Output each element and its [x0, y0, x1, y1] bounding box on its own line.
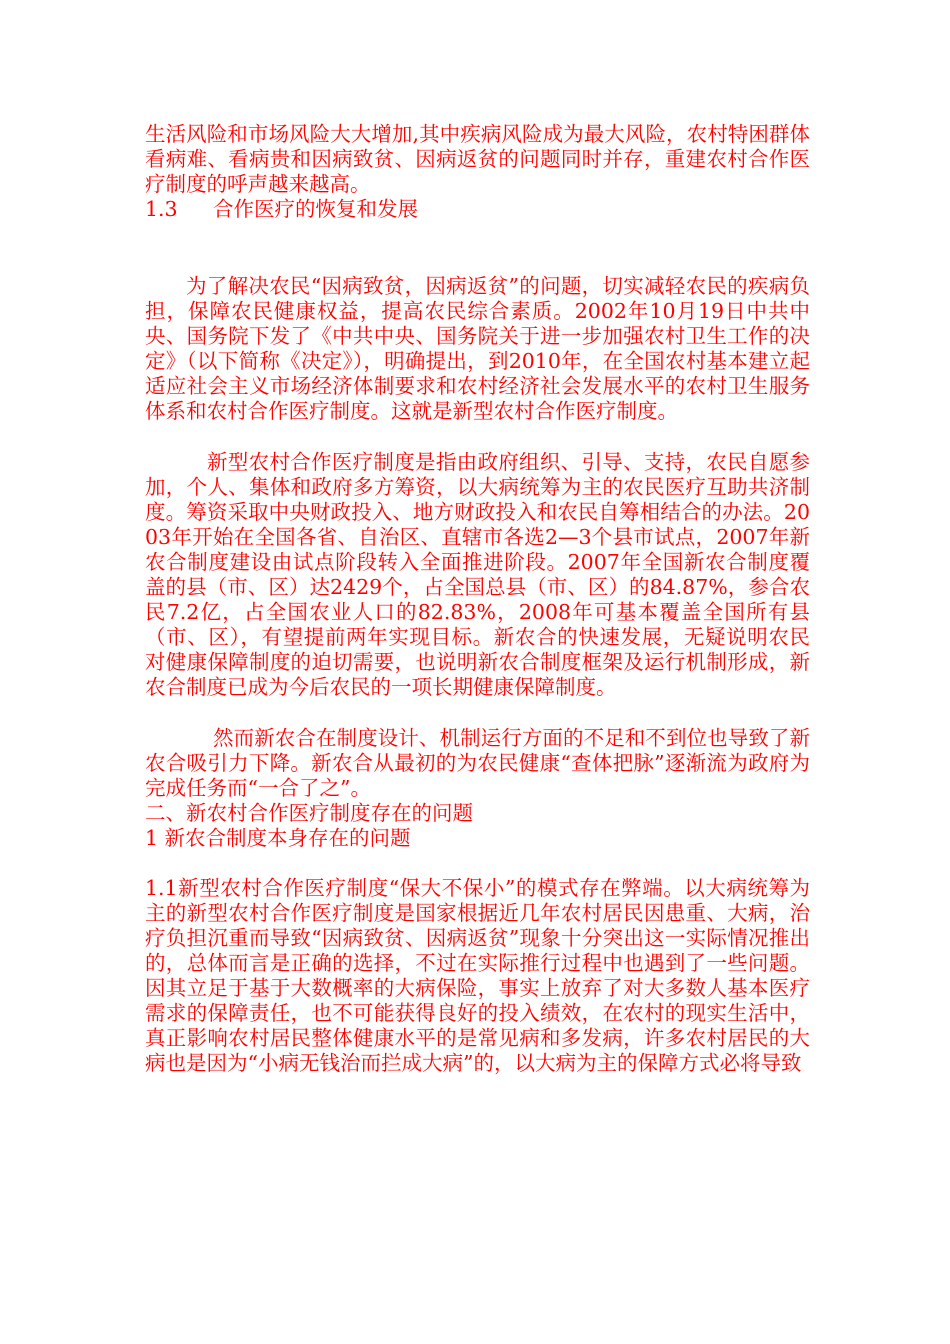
section-title: 合作医疗的恢复和发展 — [213, 197, 418, 221]
chapter-heading-2: 二、新农村合作医疗制度存在的问题 — [145, 801, 473, 825]
section-heading-1-3 — [145, 197, 810, 222]
paragraph-1-1: 1.1新型农村合作医疗制度“保大不保小”的模式存在弊端。以大病统筹为主的新型农村合作医疗制度是国家根据近几年农村居民因患重、大病，治疗负担沉重而导致“因病致贫、因病返贫”现象十分突出这一实际情况推出的，总体而言是正确的选择，不过在实际推行过程中也遇到了一些问题。因其立足于基于大数概率的大病保险，事实上放弃了对大多数人基本医疗需求的保障责任，也不可能获得良好的投入绩效，在农村的现实生活中，真正影响农村居民整体健康水平的是常见病和多发病，许多农村居民的大病也是因为“小病无钱治而拦成大病”的，以大病为主的保障方式必将导致 — [145, 876, 810, 1075]
paragraph-decision: 为了解决农民“因病致贫，因病返贫”的问题，切实减轻农民的疾病负担，保障农民健康权益，提高农民综合素质。2002年10月19日中共中央、国务院下发了《中共中央、国务院关于进一步加强农村卫生工作的决定》（以下简称《决定》），明确提出，到2010年，在全国农村基本建立起适应社会主义市场经济体制要求和农村经济社会发展水平的农村卫生服务体系和农村合作医疗制度。这就是新型农村合作医疗制度。 — [145, 274, 810, 423]
intro-paragraph: 生活风险和市场风险大大增加,其中疾病风险成为最大风险，农村特困群体看病难、看病贵和因病致贫、因病返贫的问题同时并存，重建农村合作医疗制度的呼声越来越高。 — [145, 122, 810, 196]
paragraph-definition: 新型农村合作医疗制度是指由政府组织、引导、支持，农民自愿参加，个人、集体和政府多方筹资，以大病统筹为主的农民医疗互助共济制度。筹资采取中央财政投入、地方财政投入和农民自筹相结合的办法。2003年开始在全国各省、自治区、直辖市各选2—3个县市试点，2007年新农合制度建设由试点阶段转入全面推进阶段。2007年全国新农合制度覆盖的县（市、区）达2429个，占全国总县（市、区）的84.87%，参合农民7.2亿，占全国农业人口的82.83%，2008年可基本覆盖全国所有县（市、区），有望提前两年实现目标。新农合的快速发展，无疑说明农民对健康保障制度的迫切需要，也说明新农合制度框架及运行机制形成，新农合制度已成为今后农民的一项长期健康保障制度。 — [145, 450, 810, 699]
section-number: 1.3 — [145, 197, 178, 221]
paragraph-shortcomings: 然而新农合在制度设计、机制运行方面的不足和不到位也导致了新农合吸引力下降。新农合从最初的为农民健康“查体把脉”逐渐流为政府为完成任务而“一合了之”。 — [145, 726, 810, 800]
section-heading-2-1: 1 新农合制度本身存在的问题 — [145, 826, 411, 850]
document-body — [145, 122, 810, 1076]
